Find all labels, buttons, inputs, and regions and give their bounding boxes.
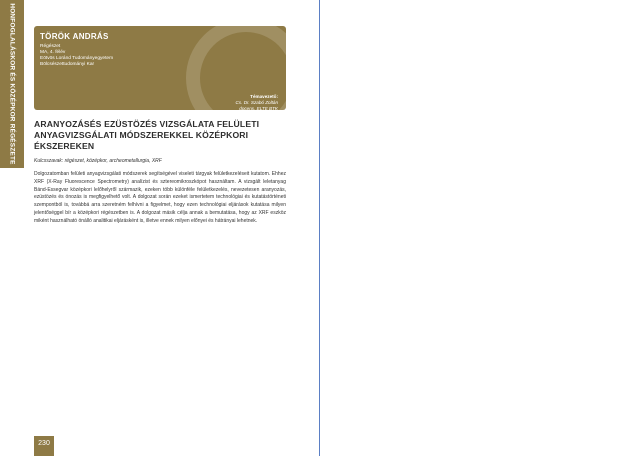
page-divider (319, 0, 320, 456)
author-name: TÖRÖK ANDRÁS (40, 32, 109, 41)
supervisor-title: docens, ELTE BTK (239, 106, 278, 110)
author-semester: MA, 4. félév (40, 50, 66, 55)
abstract-text: Dolgozatomban felületi anyagvizsgálati módszerek segítségével viseleti tárgyak felületkezeléseit kutatom. Ehhez XRF (X-Ray Fluorescence Spectrometry) analízist és sztereomikroszkópot használtam. A vizsgált leletanyag Bánd-Essegvar középkori lelőhelyről származik, ezeken több különféle felületkezelés, nevezetesen aranyozás, ezüstözés és ónozás is megfigyelhető volt. A dolgozat során ezeket ismertetem technológiai és kutatástörténeti szempontból is, továbbá arra szeretném felhívni a figyelmet, hogy ezen technológiai eljárások kutatása milyen jelentőséggel bír a középkori régészetben is. A dolgozat másik célja annak a bemutatása, hogy az XRF eszköz miként használható önálló analitikai eljárásként is, illetve ennek milyen előnyei és hátrányai lehetnek. (34, 171, 286, 224)
paper-title: ARANYOZÁSÉS EZÜSTÖZÉS VIZSGÁLATA FELÜLETI ANYAGVIZSGÁLATI MÓDSZEREKKEL KÖZÉPKORI ÉKSZEREKEN (34, 119, 260, 151)
author-box (34, 26, 286, 110)
keywords: Kulcsszavak: régészet, középkor, archeometallurgia, XRF (34, 158, 162, 164)
author-faculty: Bölcsészettudományi Kar (40, 62, 95, 67)
supervisor-heading: Témavezető: (250, 94, 278, 99)
author-field: Régészet (40, 44, 61, 49)
section-side-tab (0, 0, 24, 168)
supervisor-name: Cs. Dr. Szabó Zoltán (235, 100, 278, 105)
page-number: 230 (38, 440, 50, 447)
author-university: Eötvös Loránd Tudományegyetem (40, 56, 114, 61)
page-number-box (34, 436, 54, 456)
supervisor-block (236, 94, 278, 110)
section-label: HONFOGLALÁSKOR ÉS KÖZÉPKOR RÉGÉSZETE (8, 3, 16, 165)
